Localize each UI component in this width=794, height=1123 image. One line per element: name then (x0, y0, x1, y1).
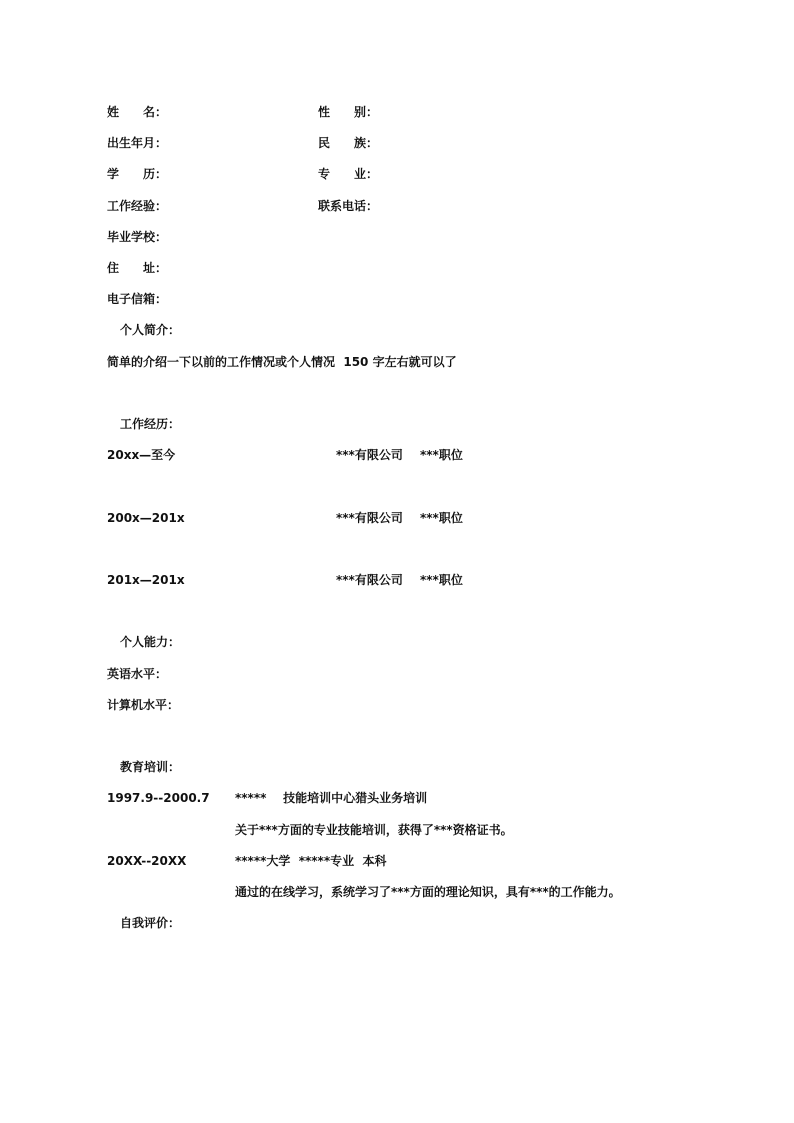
self-evaluation-heading: 自我评价： (120, 916, 181, 930)
training-detail: 通过的在线学习，系统学习了***方面的理论知识，具有***的工作能力。 (235, 885, 621, 899)
work-position: ***职位 (420, 511, 463, 525)
email-label: 电子信箱： (107, 292, 168, 306)
birth-date-label: 出生年月： (107, 136, 168, 150)
training-period: 20XX--20XX (107, 854, 187, 868)
school-label: 毕业学校： (107, 230, 168, 244)
training-title: ***** 技能培训中心猎头业务培训 (235, 791, 428, 805)
training-title: *****大学 *****专业 本科 (235, 854, 387, 868)
work-position: ***职位 (420, 448, 463, 462)
ability-heading: 个人能力： (120, 635, 181, 649)
gender-label: 性 别： (318, 105, 379, 119)
ethnicity-label: 民 族： (318, 136, 379, 150)
computer-level-label: 计算机水平： (107, 698, 180, 712)
work-position: ***职位 (420, 573, 463, 587)
intro-text: 简单的介绍一下以前的工作情况或个人情况 150 字左右就可以了 (107, 355, 457, 369)
work-company: ***有限公司 (336, 573, 403, 587)
work-period: 20xx—至今 (107, 448, 176, 462)
education-label: 学 历： (107, 167, 168, 181)
work-period: 201x—201x (107, 573, 185, 587)
training-period: 1997.9--2000.7 (107, 791, 210, 805)
work-company: ***有限公司 (336, 448, 403, 462)
major-label: 专 业： (318, 167, 379, 181)
work-period: 200x—201x (107, 511, 185, 525)
address-label: 住 址： (107, 261, 168, 275)
name-label: 姓 名： (107, 105, 168, 119)
training-heading: 教育培训： (120, 760, 181, 774)
english-level-label: 英语水平： (107, 667, 168, 681)
work-company: ***有限公司 (336, 511, 403, 525)
intro-heading: 个人简介： (120, 323, 181, 337)
work-history-heading: 工作经历： (120, 417, 181, 431)
training-detail: 关于***方面的专业技能培训，获得了***资格证书。 (235, 823, 513, 837)
work-experience-label: 工作经验： (107, 199, 168, 213)
phone-label: 联系电话： (318, 199, 379, 213)
